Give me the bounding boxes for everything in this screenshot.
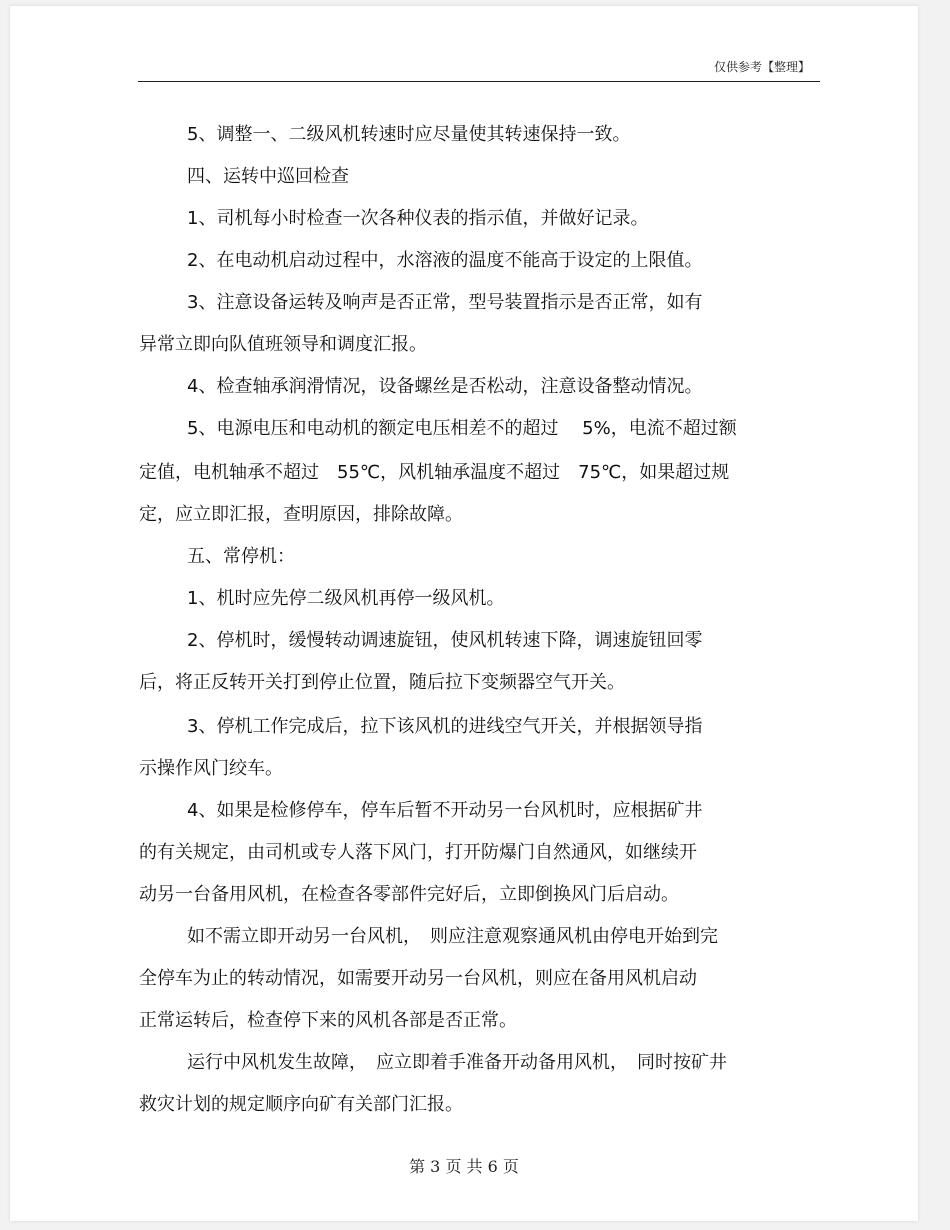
- body-line: 2、停机时，缓慢转动调速旋钮，使风机转速下降，调速旋钮回零: [187, 630, 703, 651]
- body-line: 4、检查轴承润滑情况，设备螺丝是否松动，注意设备整动情况。: [187, 376, 703, 397]
- body-line: 正常运转后，检查停下来的风机各部是否正常。: [139, 1010, 517, 1031]
- section-heading: 五、常停机：: [187, 546, 295, 567]
- document-page: [10, 6, 918, 1221]
- body-line: 3、停机工作完成后，拉下该风机的进线空气开关，并根据领导指: [187, 716, 703, 737]
- header-note: 仅供参考【整理】: [713, 60, 810, 74]
- body-line: 全停车为止的转动情况，如需要开动另一台风机，则应在备用风机启动: [139, 968, 697, 989]
- body-line: 动另一台备用风机，在检查各零部件完好后，立即倒换风门后启动。: [139, 884, 679, 905]
- body-line: 4、如果是检修停车，停车后暂不开动另一台风机时，应根据矿井: [187, 800, 703, 821]
- body-line: 的有关规定，由司机或专人落下风门，打开防爆门自然通风，如继续开: [139, 842, 697, 863]
- body-line: 异常立即向队值班领导和调度汇报。: [139, 334, 427, 355]
- page-number: 第 3 页 共 6 页: [409, 1157, 519, 1176]
- body-line: 1、司机每小时检查一次各种仪表的指示值，并做好记录。: [187, 208, 649, 229]
- body-line: 如不需立即开动另一台风机， 则应注意观察通风机由停电开始到完: [187, 926, 718, 947]
- body-line: 5、电源电压和电动机的额定电压相差不的超过 5%，电流不超过额: [187, 418, 737, 439]
- body-line: 运行中风机发生故障， 应立即着手准备开动备用风机， 同时按矿井: [187, 1052, 727, 1073]
- body-line: 3、注意设备运转及响声是否正常，型号装置指示是否正常，如有: [187, 292, 703, 313]
- header-divider: [138, 81, 820, 82]
- body-line: 2、在电动机启动过程中，水溶液的温度不能高于设定的上限值。: [187, 250, 703, 271]
- body-line: 示操作风门绞车。: [139, 758, 283, 779]
- body-line: 救灾计划的规定顺序向矿有关部门汇报。: [139, 1094, 463, 1115]
- body-line: 定，应立即汇报，查明原因，排除故障。: [139, 504, 463, 525]
- body-line: 5、调整一、二级风机转速时应尽量使其转速保持一致。: [187, 124, 631, 145]
- body-line: 后，将正反转开关打到停止位置，随后拉下变频器空气开关。: [139, 672, 625, 693]
- section-heading: 四、运转中巡回检查: [187, 166, 349, 187]
- body-line: 1、机时应先停二级风机再停一级风机。: [187, 588, 505, 609]
- body-line: 定值，电机轴承不超过 55℃，风机轴承温度不超过 75℃，如果超过规: [139, 462, 730, 483]
